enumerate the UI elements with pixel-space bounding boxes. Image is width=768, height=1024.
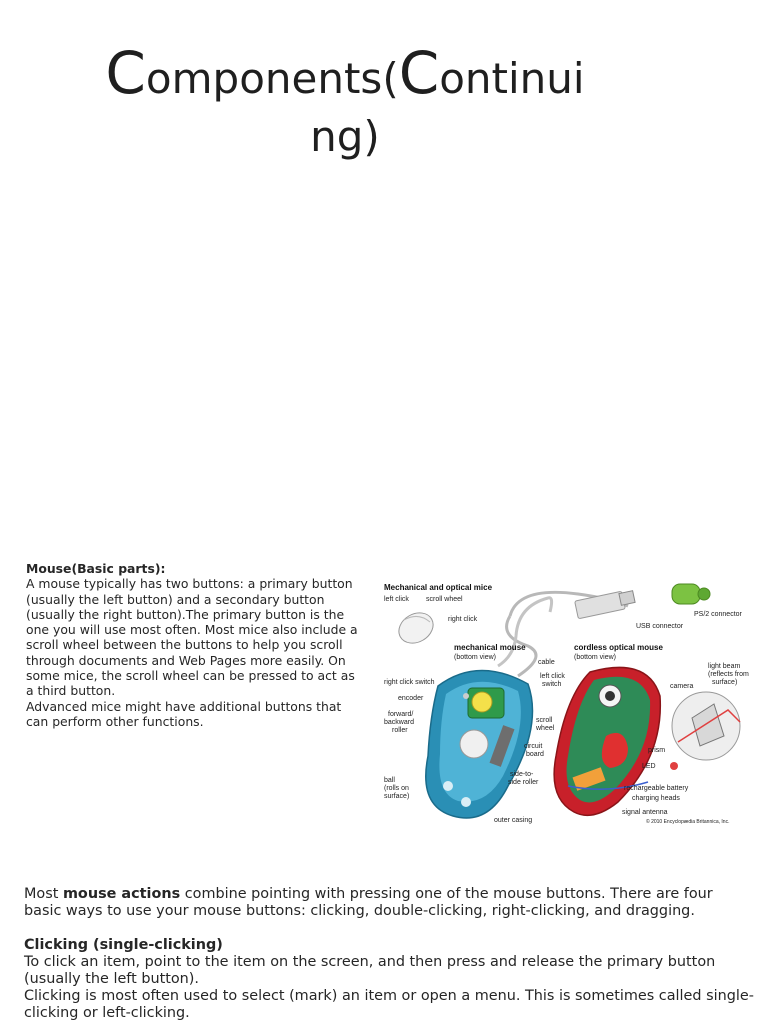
intro-bold-term: mouse actions xyxy=(62,886,181,902)
label-casing: outer casing xyxy=(494,817,533,824)
label-prism: prism xyxy=(648,747,666,754)
label-scroll-wheel-1: scroll xyxy=(536,717,553,724)
label-forward-3: roller xyxy=(392,727,408,734)
mouse-actions-section xyxy=(24,886,754,1022)
label-antenna: signal antenna xyxy=(622,809,668,816)
mouse-actions-intro xyxy=(24,886,754,920)
optical-mouse-illustration xyxy=(554,667,660,815)
label-encoder: encoder xyxy=(398,695,424,702)
ps2-connector-illustration xyxy=(672,584,710,604)
label-forward-2: backward xyxy=(384,719,414,726)
label-right-click: right click xyxy=(448,616,478,623)
mouse-section xyxy=(26,561,366,729)
label-side-1: side-to- xyxy=(510,771,534,778)
title-initial-1: C xyxy=(105,39,146,107)
intro-text-start: Most xyxy=(24,886,63,902)
mouse-section-paragraph-1: A mouse typically has two buttons: a primary button (usually the left button) and a secondary button (usually the right button).The primary button is the one you will use most often. Most mice also include a scroll wheel between the buttons to help you scroll through documents and Web Pages more easily. On some mice, the scroll wheel can be pressed to act as a third button. xyxy=(26,576,358,699)
label-left-click: left click xyxy=(384,596,409,603)
label-light-beam-1: light beam xyxy=(708,663,741,670)
clicking-heading-text: Clicking (single-clicking) xyxy=(24,937,223,953)
mouse-section-heading: Mouse(Basic parts): xyxy=(26,561,166,576)
label-ball-1: ball xyxy=(384,777,395,784)
label-forward-1: forward/ xyxy=(388,711,414,718)
label-scroll-wheel-top: scroll wheel xyxy=(426,596,463,603)
label-side-2: side roller xyxy=(508,779,539,786)
label-ps2: PS/2 connector xyxy=(694,611,742,618)
figure-copyright: © 2010 Encyclopædia Britannica, Inc. xyxy=(646,819,730,825)
label-usb: USB connector xyxy=(636,623,684,630)
label-camera: camera xyxy=(670,683,694,690)
label-left-click-switch-2: switch xyxy=(542,681,562,688)
label-ball-3: surface) xyxy=(384,793,410,800)
small-mouse-illustration xyxy=(393,607,438,649)
label-circuit-1: circuit xyxy=(524,743,543,750)
title-text-2: ontinui xyxy=(439,54,585,103)
label-left-click-switch-1: left click xyxy=(540,673,565,680)
label-circuit-2: board xyxy=(526,751,544,758)
mouse-diagram xyxy=(378,576,754,828)
label-charging: charging heads xyxy=(632,795,680,802)
label-cordless-sub: (bottom view) xyxy=(574,654,617,661)
figure-heading: Mechanical and optical mice xyxy=(384,583,493,592)
clicking-paragraph-1: To click an item, point to the item on the screen, and then press and release the primary button (usually the left button). xyxy=(24,954,716,987)
label-cordless-title: cordless optical mouse xyxy=(574,643,663,652)
mouse-section-paragraph-2: Advanced mice might have additional buttons that can perform other functions. xyxy=(26,698,342,729)
title-text-1: omponents( xyxy=(145,54,399,103)
title-text-3: ng) xyxy=(310,112,380,161)
label-battery: rechargeable battery xyxy=(624,785,689,792)
label-scroll-wheel-2: wheel xyxy=(536,725,555,732)
label-ball-2: (rolls on xyxy=(384,785,409,792)
intro-text-end: combine pointing with pressing one of the mouse buttons. There are four basic ways to use your mouse buttons: clicking, double-clicking, right-clicking, and dragging. xyxy=(24,886,713,919)
mechanical-mouse-illustration xyxy=(426,670,533,818)
label-led: LED xyxy=(642,763,656,770)
label-cable: cable xyxy=(538,659,555,666)
label-mech-title: mechanical mouse xyxy=(454,643,526,652)
clicking-heading xyxy=(24,937,754,954)
title-initial-2: C xyxy=(398,39,440,107)
label-light-beam-2: (reflects from xyxy=(708,671,749,678)
label-mech-sub: (bottom view) xyxy=(454,654,497,661)
clicking-paragraph-2: Clicking is most often used to select (mark) an item or open a menu. This is sometimes called single-clicking or left-clicking. xyxy=(24,988,754,1021)
slide-title xyxy=(40,39,650,166)
label-light-beam-3: surface) xyxy=(712,679,738,686)
prism-detail-illustration xyxy=(670,692,740,770)
label-right-click-switch: right click switch xyxy=(384,679,435,686)
